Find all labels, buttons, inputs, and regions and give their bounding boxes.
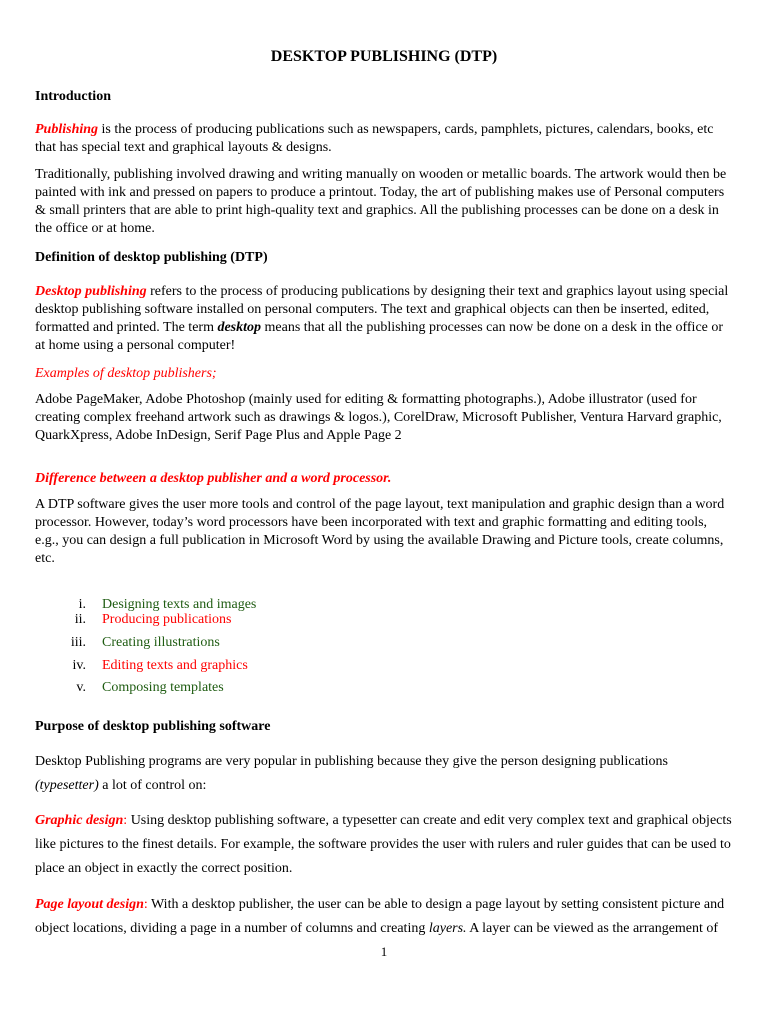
publishing-paragraph [35,121,732,157]
page-layout-text-b: A layer can be viewed as the arrangement of [466,921,719,936]
definition-text-b: means that all the publishing processes can now be done on a desk in the office or at home using a personal computer! [35,320,724,353]
list-item-text: Creating illustrations [102,635,220,650]
desktop-term: desktop [217,320,262,335]
introduction-heading: Introduction [35,89,111,104]
list-item [0,611,768,629]
definition-paragraph [35,283,732,355]
graphic-design-paragraph [35,809,732,881]
publishing-text: is the process of producing publications such as newspapers, cards, pamphlets, pictures, calendars, books, etc that has special text and graphical layouts & designs. [35,122,714,155]
traditional-publishing-paragraph: Traditionally, publishing involved drawing and writing manually on wooden or metallic boards. The artwork would then be painted with ink and pressed on papers to produce a printout. Today, the art of publishing makes use of Personal computers & small printers that are able to print high-quality text and graphics. All the publishing processes can be done on a desk in the office or at home. [35,167,727,236]
purpose-paragraph [35,750,732,798]
list-item-text: Designing texts and images [102,597,257,612]
page-layout-paragraph [35,893,732,941]
list-item-number: ii. [74,612,86,627]
list-item-number: iii. [70,635,86,650]
page-title: DESKTOP PUBLISHING (DTP) [270,48,498,65]
page-layout-term: Page layout design [35,897,144,912]
list-item [0,679,768,697]
examples-heading: Examples of desktop publishers; [35,366,217,381]
list-item [0,657,768,675]
list-item-number: v. [76,680,86,695]
examples-paragraph: Adobe PageMaker, Adobe Photoshop (mainly used for editing & formatting photographs.), Adobe illustrator (used for creating complex freehand artwork such as drawings & logos.), CorelDraw, Microsoft Publisher, Ventura Harvard graphic, QuarkXpress, Adobe InDesign, Serif Page Plus and Apple Page 2 [35,392,722,443]
purpose-text-b: a lot of control on: [98,778,207,793]
desktop-publishing-term: Desktop publishing [35,284,147,299]
page-layout-text-a: With a desktop publisher, the user can be able to design a page layout by setting consistent picture and object locations, dividing a page in a number of columns and creating [35,897,725,936]
list-item-text: Editing texts and graphics [102,658,248,673]
graphic-design-text: Using desktop publishing software, a typesetter can create and edit very complex text and graphical objects like pictures to the finest details. For example, the software provides the user with rulers and ruler guides that can be used to place an object in exactly the correct position. [35,813,732,876]
list-item-number: iv. [72,658,86,673]
graphic-design-colon: : [123,813,128,828]
purpose-heading: Purpose of desktop publishing software [35,719,271,734]
definition-text-a: refers to the process of producing publications by designing their text and graphics layout using special desktop publishing software installed on personal computers. The text and graphical objects can then be inserted, edited, formatted and printed. The term [35,284,729,335]
list-item [0,634,768,652]
layers-term: layers. [428,921,467,936]
list-item-text: Producing publications [102,612,232,627]
page-layout-colon: : [143,897,148,912]
purpose-text-a: Desktop Publishing programs are very popular in publishing because they give the person designing publications [35,754,668,769]
definition-heading: Definition of desktop publishing (DTP) [35,250,268,265]
graphic-design-term: Graphic design [35,813,124,828]
page-number: 1 [380,944,388,959]
list-item-number: i. [78,597,86,612]
list-item-text: Composing templates [102,680,224,695]
typesetter-term: (typesetter) [35,778,99,793]
difference-paragraph: A DTP software gives the user more tools and control of the page layout, text manipulation and graphic design than a word processor. However, today’s word processors have been incorporated with text and graphic formatting and editing tools, e.g., you can design a full publication in Microsoft Word by using the available Drawing and Picture tools, create columns, etc. [35,497,725,566]
difference-heading: Difference between a desktop publisher and a word processor. [35,471,392,486]
publishing-term: Publishing [35,122,99,137]
